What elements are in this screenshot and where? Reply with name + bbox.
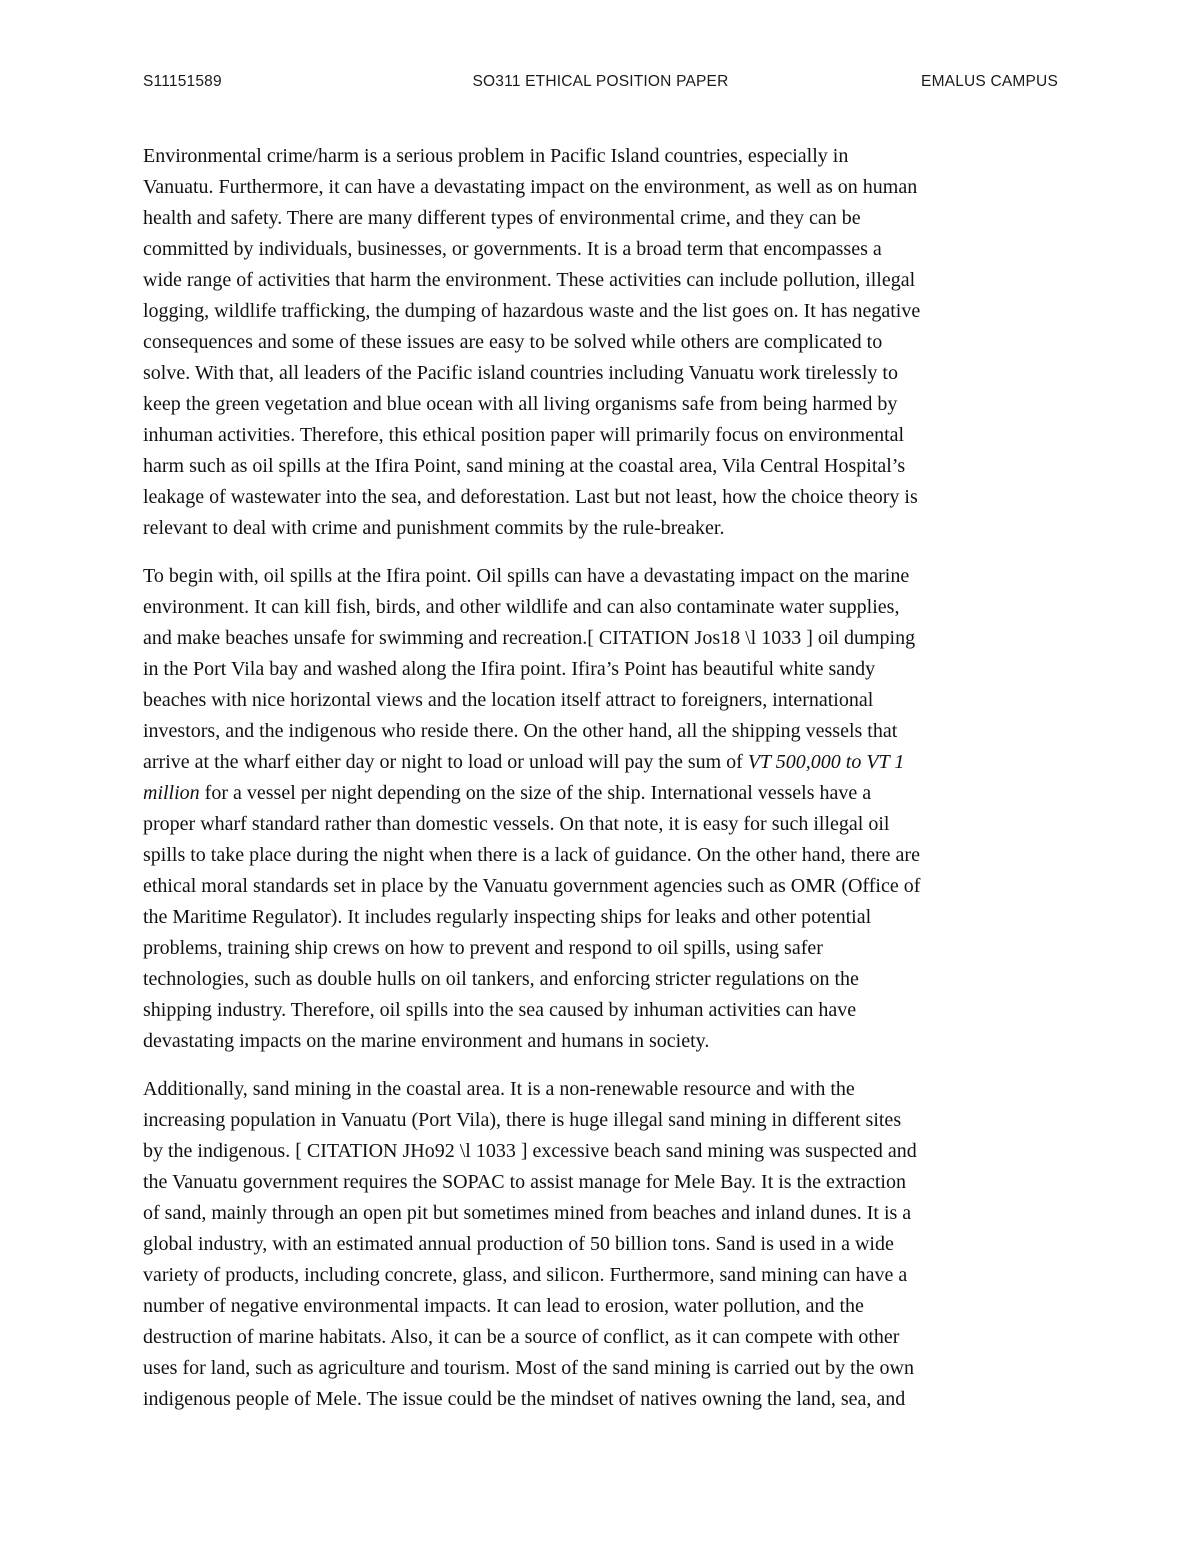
text-line: of sand, mainly through an open pit but sometimes mined from beaches and inland dunes. It is a xyxy=(143,1202,912,1224)
text-line: keep the green vegetation and blue ocean with all living organisms safe from being harmed by xyxy=(143,393,898,415)
campus-name: EMALUS CAMPUS xyxy=(921,73,1058,90)
text-line: Environmental crime/harm is a serious problem in Pacific Island countries, especially in xyxy=(143,145,849,167)
paragraph-sand-mining xyxy=(143,1074,1063,1415)
text-line: and make beaches unsafe for swimming and recreation.[ CITATION Jos18 \l 1033 ] oil dumping xyxy=(143,627,916,649)
text-line: global industry, with an estimated annual production of 50 billion tons. Sand is used in a wide xyxy=(143,1233,894,1255)
italic-amount: VT 500,000 to VT 1 xyxy=(747,751,905,773)
paragraph-oil-spills xyxy=(143,561,1063,1057)
text-line: harm such as oil spills at the Ifira Point, sand mining at the coastal area, Vila Central Hospital’s xyxy=(143,455,906,477)
text-line: ethical moral standards set in place by the Vanuatu government agencies such as OMR (Office of xyxy=(143,875,921,897)
text-line: wide range of activities that harm the environment. These activities can include pollution, illegal xyxy=(143,269,916,291)
text-line: uses for land, such as agriculture and tourism. Most of the sand mining is carried out by the own xyxy=(143,1357,914,1379)
text-line: by the indigenous. [ CITATION JHo92 \l 1033 ] excessive beach sand mining was suspected and xyxy=(143,1140,917,1162)
text-line: number of negative environmental impacts. It can lead to erosion, water pollution, and the xyxy=(143,1295,864,1317)
text-line: the Maritime Regulator). It includes regularly inspecting ships for leaks and other potential xyxy=(143,906,872,928)
text-line: spills to take place during the night when there is a lack of guidance. On the other hand, there are xyxy=(143,844,920,866)
text-line: consequences and some of these issues are easy to be solved while others are complicated to xyxy=(143,331,883,353)
paragraph-introduction xyxy=(143,141,1063,544)
text-line: the Vanuatu government requires the SOPAC to assist manage for Mele Bay. It is the extraction xyxy=(143,1171,906,1193)
text-line xyxy=(143,747,1063,778)
text-line: beaches with nice horizontal views and the location itself attract to foreigners, international xyxy=(143,689,874,711)
text-line: technologies, such as double hulls on oil tankers, and enforcing stricter regulations on the xyxy=(143,968,859,990)
text-line: indigenous people of Mele. The issue could be the mindset of natives owning the land, sea, and xyxy=(143,1388,906,1410)
text-line: Additionally, sand mining in the coastal area. It is a non-renewable resource and with the xyxy=(143,1078,855,1100)
text-line: devastating impacts on the marine environment and humans in society. xyxy=(143,1030,710,1052)
text-segment: arrive at the wharf either day or night to load or unload will pay the sum of xyxy=(143,751,748,773)
text-line: logging, wildlife trafficking, the dumping of hazardous waste and the list goes on. It has negative xyxy=(143,300,921,322)
text-line: environment. It can kill fish, birds, and other wildlife and can also contaminate water supplies, xyxy=(143,596,900,618)
text-line: shipping industry. Therefore, oil spills into the sea caused by inhuman activities can have xyxy=(143,999,857,1021)
student-id: S11151589 xyxy=(143,73,222,90)
course-title: SO311 ETHICAL POSITION PAPER xyxy=(472,73,729,90)
text-line: in the Port Vila bay and washed along the Ifira point. Ifira’s Point has beautiful white sandy xyxy=(143,658,876,680)
text-line: inhuman activities. Therefore, this ethical position paper will primarily focus on environmental xyxy=(143,424,905,446)
text-line: problems, training ship crews on how to prevent and respond to oil spills, using safer xyxy=(143,937,823,959)
page-header xyxy=(143,73,1058,97)
text-line: solve. With that, all leaders of the Pacific island countries including Vanuatu work tirelessly to xyxy=(143,362,898,384)
text-line: variety of products, including concrete, glass, and silicon. Furthermore, sand mining can have a xyxy=(143,1264,908,1286)
text-line: destruction of marine habitats. Also, it can be a source of conflict, as it can compete with other xyxy=(143,1326,900,1348)
text-line: health and safety. There are many different types of environmental crime, and they can be xyxy=(143,207,861,229)
text-line: proper wharf standard rather than domestic vessels. On that note, it is easy for such illegal oil xyxy=(143,813,890,835)
italic-amount-cont: million xyxy=(143,782,200,804)
text-segment: for a vessel per night depending on the size of the ship. International vessels have a xyxy=(199,782,872,804)
text-line: committed by individuals, businesses, or governments. It is a broad term that encompasses a xyxy=(143,238,882,260)
text-line: relevant to deal with crime and punishment commits by the rule-breaker. xyxy=(143,517,725,539)
document-body xyxy=(143,141,1063,1432)
text-line: To begin with, oil spills at the Ifira point. Oil spills can have a devastating impact on the marine xyxy=(143,565,910,587)
text-line: leakage of wastewater into the sea, and deforestation. Last but not least, how the choice theory is xyxy=(143,486,918,508)
text-line: investors, and the indigenous who reside there. On the other hand, all the shipping vessels that xyxy=(143,720,898,742)
text-line: Vanuatu. Furthermore, it can have a devastating impact on the environment, as well as on human xyxy=(143,176,918,198)
text-line xyxy=(143,778,1063,809)
text-line: increasing population in Vanuatu (Port Vila), there is huge illegal sand mining in different sites xyxy=(143,1109,902,1131)
